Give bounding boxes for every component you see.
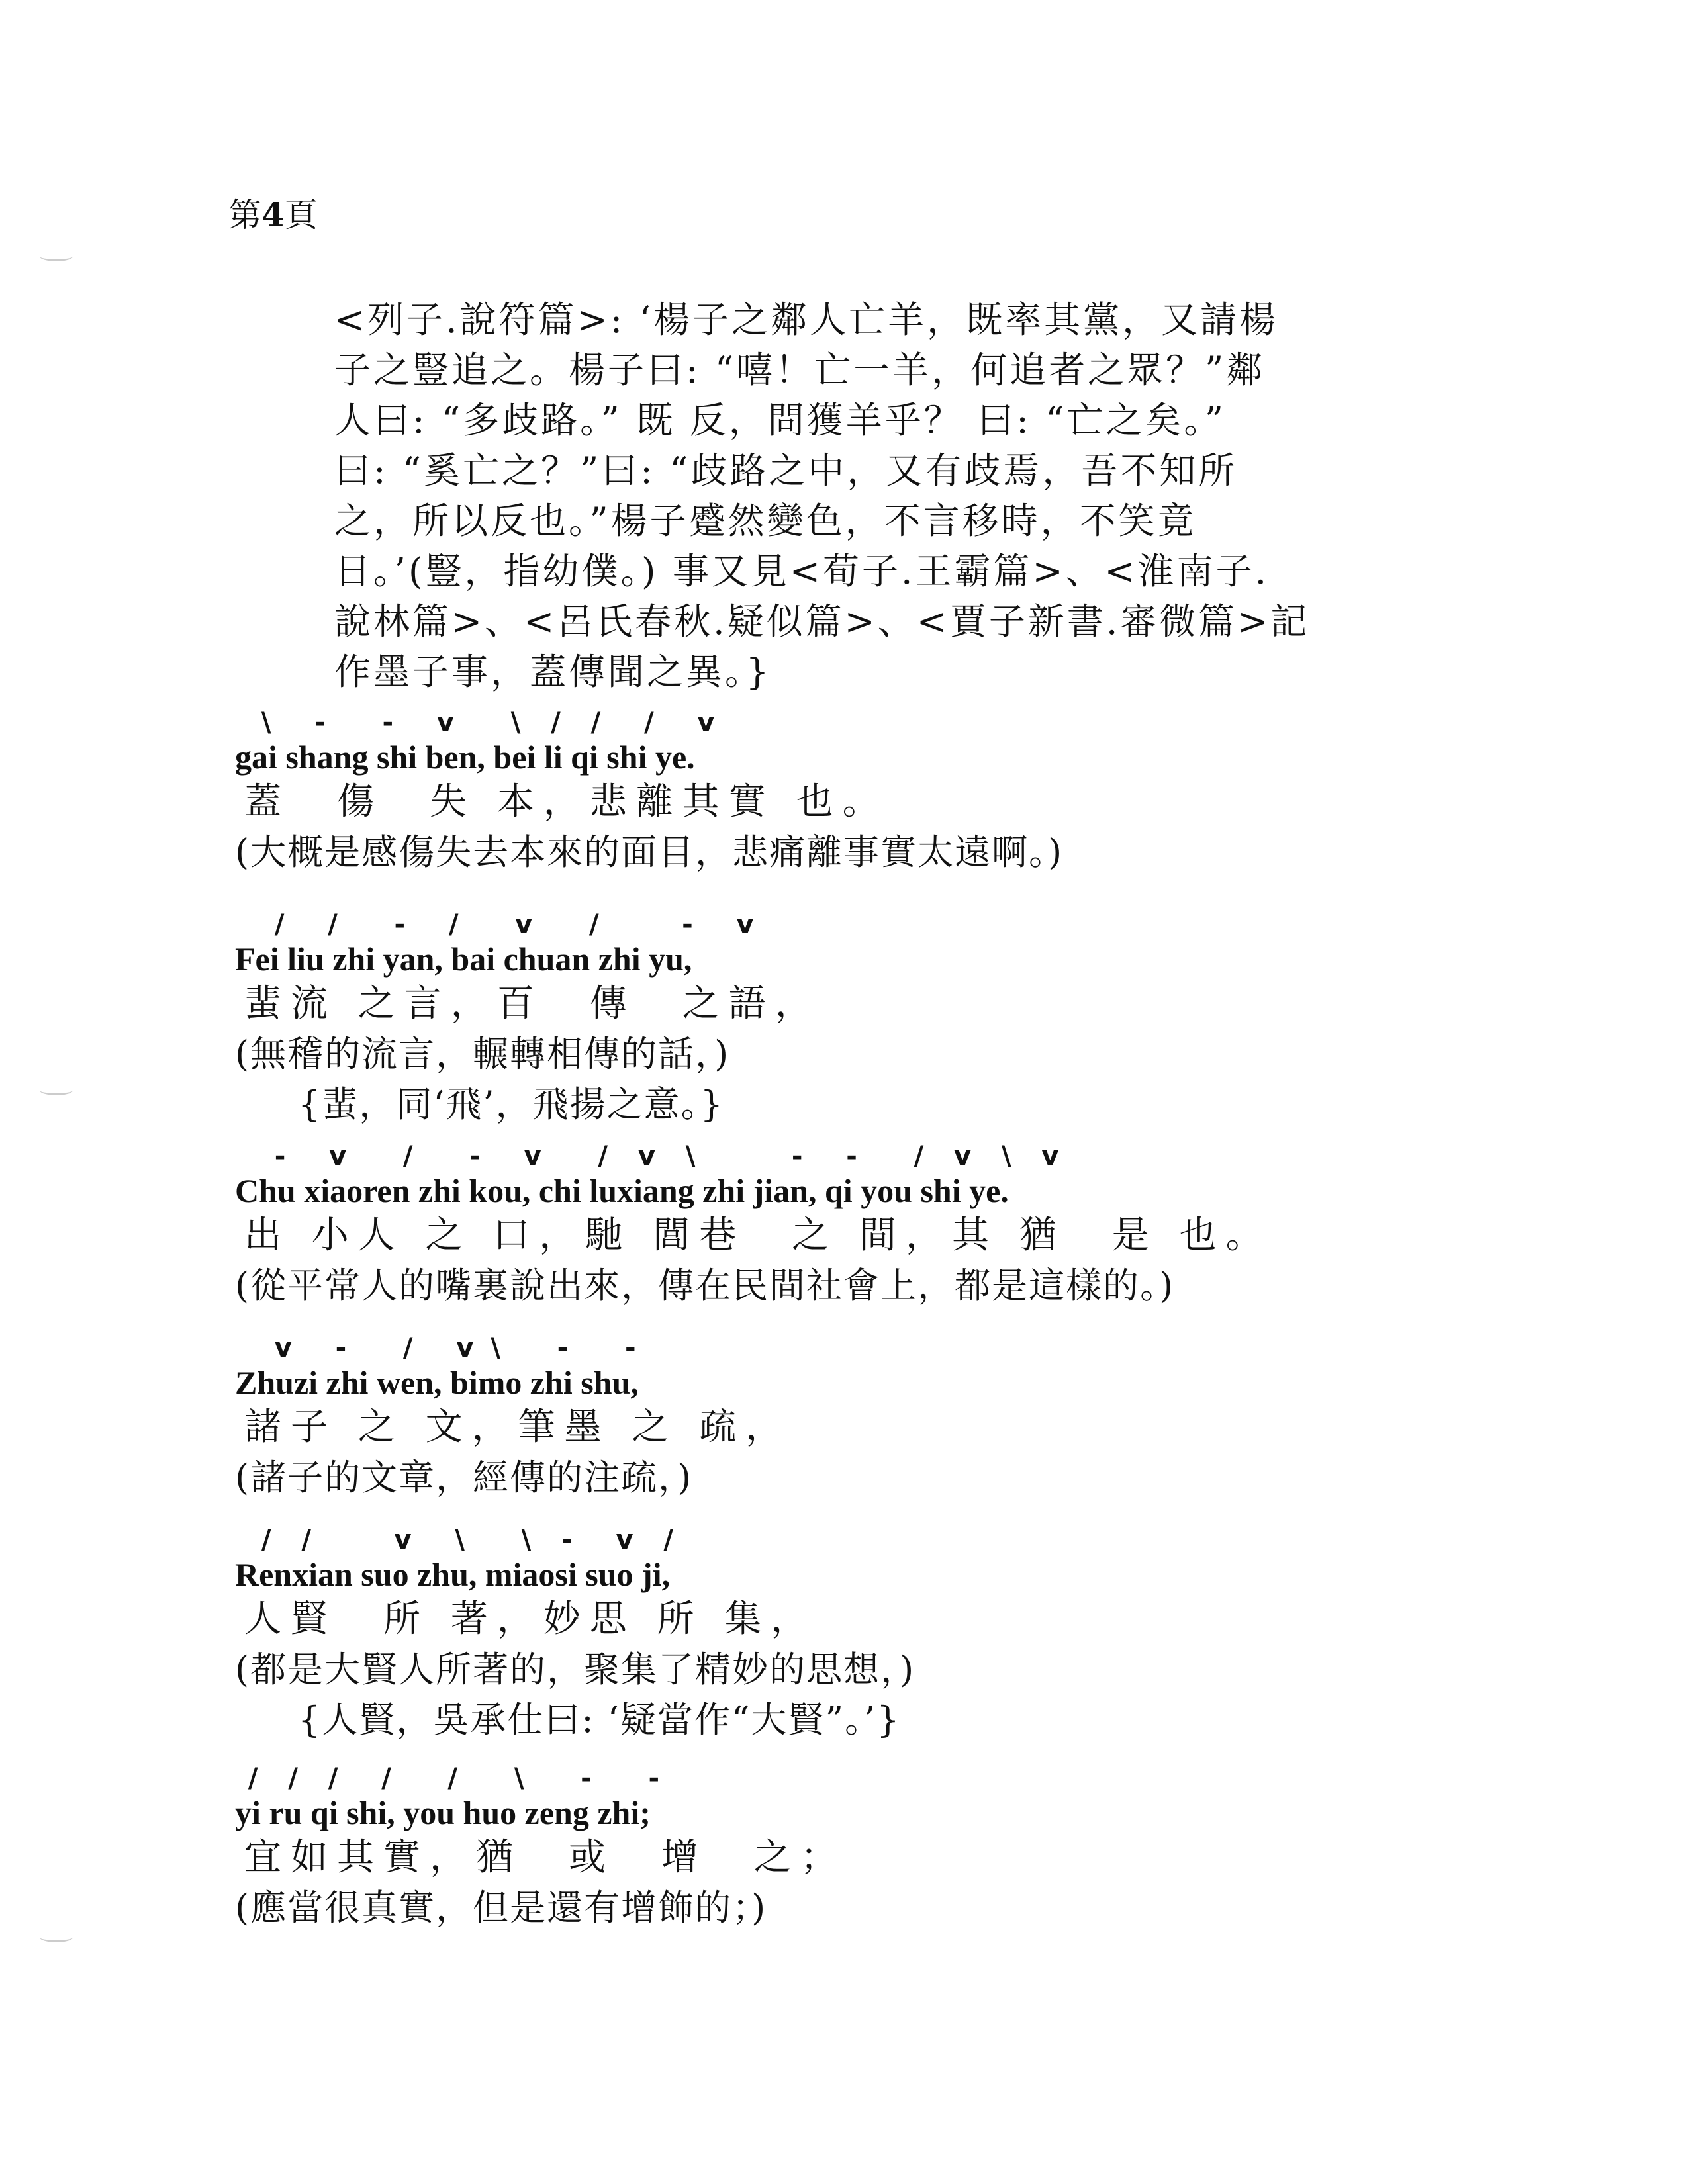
translation-line: (應當很真實，但是還有增飾的；) — [235, 1887, 767, 1929]
tone-marks: / / - / v / - v — [235, 909, 758, 940]
verse-section-2 — [235, 910, 1493, 1130]
commentary-block — [334, 295, 1460, 697]
translation-line: (諸子的文章，經傳的注疏，) — [235, 1457, 693, 1498]
hanzi-line: 蓋 傷 失 本，悲離其實 也。 — [244, 780, 889, 823]
commentary-line: <列子.說符篇>: ‘楊子之鄰人亡羊，既率其黨，又請楊 — [334, 298, 1279, 341]
page-label-suffix: 頁 — [284, 196, 318, 234]
margin-mark-bottom — [40, 1933, 73, 1942]
commentary-line: 日。’(豎，指幼僕。) 事又見<荀子.王霸篇>、<淮南子. — [334, 550, 1270, 592]
translation-line: (無稽的流言，輾轉相傳的話，) — [235, 1033, 730, 1075]
pinyin-line: yi ru qi shi, you huo zeng zhi; — [235, 1794, 651, 1831]
tone-marks: \ - - v \ / / / v — [235, 707, 719, 738]
verse-section-4 — [235, 1334, 1493, 1503]
hanzi-line: 出 小人 之 口，馳 閭巷 之 間，其 猶 是 也。 — [244, 1214, 1272, 1257]
page-label-prefix: 第 — [228, 196, 261, 234]
translation-line: (都是大賢人所著的，聚集了精妙的思想，) — [235, 1649, 915, 1690]
commentary-line: 說林篇>、<呂氏春秋.疑似篇>、<賈子新書.審微篇>記 — [334, 600, 1310, 643]
pinyin-line: Fei liu zhi yan, bai chuan zhi yu, — [235, 940, 692, 978]
commentary-line: 之，所以反也。”楊子蹙然變色，不言移時，不笑竟 — [334, 500, 1197, 542]
pinyin-line: Chu xiaoren zhi kou, chi luxiang zhi jian, qi you shi ye. — [235, 1172, 1009, 1209]
margin-mark-middle — [40, 1085, 73, 1095]
tone-marks: / / v \ \ - v / — [235, 1525, 678, 1555]
verse-section-1 — [235, 708, 1493, 878]
translation-line: (大概是感傷失去本來的面目，悲痛離事實太遠啊。) — [235, 831, 1064, 873]
hanzi-line: 人賢 所 著，妙思 所 集， — [244, 1598, 818, 1641]
pinyin-line: gai shang shi ben, bei li qi shi ye. — [235, 739, 695, 776]
annotation-note: {人賢，吳承仕曰: ‘疑當作“大賢”。’} — [298, 1699, 901, 1741]
pinyin-line: Zhuzi zhi wen, bimo zhi shu, — [235, 1364, 639, 1401]
commentary-line: 作墨子事，蓋傳聞之異。} — [334, 651, 772, 693]
hanzi-line: 諸子 之 文，筆墨 之 疏， — [244, 1406, 792, 1449]
verse-section-3 — [235, 1142, 1493, 1311]
annotation-note: {蜚，同‘飛’，飛揚之意。} — [298, 1083, 725, 1125]
tone-marks: v - / v \ - - — [235, 1333, 640, 1363]
commentary-line: 子之豎追之。楊子曰: “嘻！亡一羊，何追者之眾？”鄰 — [334, 349, 1266, 391]
hanzi-line: 蜚流 之言，百 傳 之語， — [244, 982, 821, 1025]
margin-mark-top — [40, 251, 73, 261]
verse-section-6 — [235, 1764, 1493, 1933]
page-number-value: 4 — [261, 195, 285, 234]
commentary-line: 人曰: “多歧路。” 既 反，問獲羊乎？ 曰: “亡之矣。” — [334, 399, 1226, 441]
hanzi-line: 宜如其實，猶 或 增 之； — [244, 1836, 847, 1879]
commentary-line: 曰: “奚亡之？”曰: “歧路之中，又有歧焉，吾不知所 — [334, 449, 1238, 492]
translation-line: (從平常人的嘴裏說出來，傳在民間社會上，都是這樣的。) — [235, 1265, 1175, 1306]
tone-marks: - v / - v / v \ - - / v \ v — [235, 1141, 1063, 1171]
verse-section-5 — [235, 1525, 1493, 1745]
page-number — [228, 195, 318, 234]
pinyin-line: Renxian suo zhu, miaosi suo ji, — [235, 1556, 671, 1593]
tone-marks: / / / / / \ - - — [235, 1763, 664, 1794]
